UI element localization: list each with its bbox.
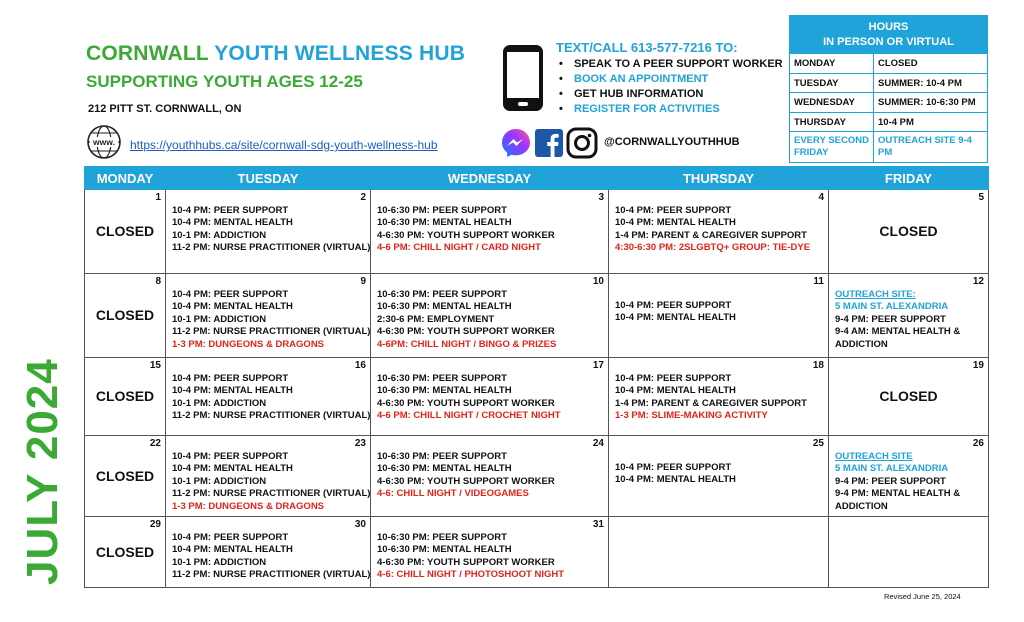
day-number: 17 bbox=[592, 360, 604, 371]
hours-time: OUTREACH SITE 9-4 PM bbox=[878, 135, 972, 158]
day-number: 26 bbox=[972, 438, 984, 449]
day-number: 30 bbox=[354, 519, 366, 530]
calendar-week-row bbox=[85, 274, 989, 358]
event-item: 10-4 PM: PEER SUPPORT bbox=[172, 205, 289, 216]
calendar-day-cell bbox=[166, 190, 371, 274]
calendar-day-cell bbox=[166, 358, 371, 436]
day-number: 5 bbox=[978, 192, 984, 203]
contact-item-hub-info: • GET HUB INFORMATION bbox=[556, 87, 783, 102]
event-item: 10-4 PM: PEER SUPPORT bbox=[615, 205, 732, 216]
event-item: 10-6:30 PM: PEER SUPPORT bbox=[377, 532, 507, 543]
day-header: WEDNESDAY bbox=[371, 167, 609, 190]
hub-title bbox=[86, 42, 465, 66]
calendar-day-cell bbox=[166, 517, 371, 588]
day-number: 23 bbox=[354, 438, 366, 449]
event-list bbox=[166, 190, 370, 255]
contact-item-peer-support: • SPEAK TO A PEER SUPPORT WORKER bbox=[556, 57, 783, 72]
closed-label: CLOSED bbox=[879, 388, 938, 404]
day-number: 8 bbox=[155, 276, 161, 287]
day-number: 11 bbox=[813, 276, 824, 287]
event-item: 10-4 PM: MENTAL HEALTH bbox=[172, 385, 293, 397]
event-item: 4-6:30 PM: YOUTH SUPPORT WORKER bbox=[377, 326, 555, 338]
calendar-header-row bbox=[85, 167, 989, 190]
day-number: 9 bbox=[360, 276, 366, 287]
event-item: 10-4 PM: MENTAL HEALTH bbox=[615, 217, 736, 229]
event-item: 1-3 PM: DUNGEONS & DRAGONS bbox=[172, 500, 325, 512]
event-list bbox=[829, 274, 988, 351]
globe-www-icon bbox=[86, 124, 122, 160]
event-item: 10-4 PM: MENTAL HEALTH bbox=[172, 217, 293, 229]
calendar-day-cell bbox=[829, 358, 989, 436]
contact-heading: TEXT/CALL 613-577-7216 TO: bbox=[556, 40, 738, 55]
event-item: 10-4 PM: MENTAL HEALTH bbox=[172, 301, 293, 313]
event-item: ADDICTION bbox=[835, 500, 888, 512]
event-item: 5 MAIN ST. ALEXANDRIA bbox=[835, 301, 949, 313]
event-item: 9-4 PM: PEER SUPPORT bbox=[835, 475, 946, 487]
event-item: 1-3 PM: SLIME-MAKING ACTIVITY bbox=[615, 410, 768, 422]
calendar-day-cell bbox=[609, 190, 829, 274]
calendar-week-row bbox=[85, 358, 989, 436]
event-item: 4:30-6:30 PM: 2SLGBTQ+ GROUP: TIE-DYE bbox=[615, 242, 811, 254]
day-number: 22 bbox=[149, 438, 161, 449]
hub-address: 212 PITT ST. CORNWALL, ON bbox=[88, 103, 242, 115]
hours-day: TUESDAY bbox=[790, 74, 874, 93]
event-item: 10-4 PM: MENTAL HEALTH bbox=[172, 544, 293, 556]
event-item: 10-6:30 PM: PEER SUPPORT bbox=[377, 451, 507, 462]
event-item: 11-2 PM: NURSE PRACTITIONER (VIRTUAL) bbox=[172, 326, 371, 338]
phone-icon bbox=[502, 44, 544, 112]
closed-label: CLOSED bbox=[95, 307, 155, 323]
calendar-week-row bbox=[85, 517, 989, 588]
event-item: 2:30-6 PM: EMPLOYMENT bbox=[377, 313, 495, 325]
day-number: 15 bbox=[149, 360, 161, 371]
event-item: 5 MAIN ST. ALEXANDRIA bbox=[835, 463, 949, 475]
calendar-day-cell bbox=[371, 190, 609, 274]
hours-day: THURSDAY bbox=[790, 113, 874, 132]
day-number: 29 bbox=[149, 519, 161, 530]
event-item: 4-6PM: CHILL NIGHT / BINGO & PRIZES bbox=[377, 338, 557, 350]
event-item: OUTREACH SITE: bbox=[835, 289, 916, 300]
event-list bbox=[371, 274, 608, 351]
month-label: JULY 2024 bbox=[18, 358, 67, 585]
day-number: 12 bbox=[972, 276, 984, 287]
calendar-day-cell bbox=[371, 358, 609, 436]
instagram-icon[interactable] bbox=[566, 127, 598, 159]
contact-list bbox=[556, 57, 783, 117]
event-list bbox=[166, 358, 370, 423]
hours-heading bbox=[790, 16, 987, 53]
event-item: 4-6:30 PM: YOUTH SUPPORT WORKER bbox=[377, 397, 555, 409]
hours-row bbox=[790, 131, 987, 162]
event-item: 10-4 PM: PEER SUPPORT bbox=[172, 373, 289, 384]
hours-title: HOURS bbox=[868, 21, 909, 33]
event-item: 10-1 PM: ADDICTION bbox=[172, 556, 267, 568]
event-item: 10-6:30 PM: PEER SUPPORT bbox=[377, 289, 507, 300]
event-item: 10-4 PM: MENTAL HEALTH bbox=[615, 385, 736, 397]
day-number: 24 bbox=[592, 438, 604, 449]
calendar-day-cell bbox=[166, 274, 371, 358]
day-number: 25 bbox=[812, 438, 824, 449]
day-number: 31 bbox=[592, 519, 604, 530]
event-item: 10-1 PM: ADDICTION bbox=[172, 397, 267, 409]
calendar-day-cell bbox=[829, 517, 989, 588]
event-item: 1-4 PM: PARENT & CAREGIVER SUPPORT bbox=[615, 229, 807, 241]
calendar-day-cell bbox=[829, 190, 989, 274]
event-item: 10-6:30 PM: MENTAL HEALTH bbox=[377, 544, 512, 556]
day-header: THURSDAY bbox=[609, 167, 829, 190]
event-list bbox=[609, 190, 828, 255]
event-item: 4-6 PM: CHILL NIGHT / CARD NIGHT bbox=[377, 242, 541, 254]
event-item: 10-4 PM: MENTAL HEALTH bbox=[615, 312, 736, 324]
calendar-day-cell bbox=[371, 274, 609, 358]
closed-label: CLOSED bbox=[879, 223, 938, 239]
calendar-day-cell bbox=[609, 358, 829, 436]
event-item: 9-4 PM: MENTAL HEALTH & bbox=[835, 488, 961, 500]
hours-table bbox=[789, 15, 988, 163]
calendar-week-row bbox=[85, 436, 989, 517]
day-number: 3 bbox=[598, 192, 604, 203]
calendar-day-cell bbox=[85, 358, 166, 436]
calendar-day-cell bbox=[609, 274, 829, 358]
event-item: 10-6:30 PM: PEER SUPPORT bbox=[377, 373, 507, 384]
messenger-icon[interactable] bbox=[500, 127, 532, 159]
hours-time: SUMMER: 10-4 PM bbox=[878, 77, 962, 89]
hours-day: WEDNESDAY bbox=[790, 93, 874, 112]
event-item: OUTREACH SITE bbox=[835, 451, 913, 462]
event-list bbox=[371, 190, 608, 255]
calendar-day-cell bbox=[829, 436, 989, 517]
event-item: 10-6:30 PM: MENTAL HEALTH bbox=[377, 301, 512, 313]
event-list bbox=[609, 358, 828, 423]
event-item: 10-4 PM: PEER SUPPORT bbox=[615, 300, 732, 311]
calendar-week-row bbox=[85, 190, 989, 274]
day-number: 18 bbox=[812, 360, 824, 371]
event-list bbox=[609, 436, 828, 487]
contact-item-book-appointment: • BOOK AN APPOINTMENT bbox=[556, 72, 783, 87]
www-label: www. bbox=[93, 137, 115, 147]
event-item: 10-6:30 PM: MENTAL HEALTH bbox=[377, 217, 512, 229]
closed-label: CLOSED bbox=[95, 388, 155, 404]
event-list bbox=[371, 358, 608, 423]
revised-date: Revised June 25, 2024 bbox=[884, 592, 961, 601]
event-item: 9-4 PM: PEER SUPPORT bbox=[835, 313, 946, 325]
event-list bbox=[166, 517, 370, 582]
hours-day: MONDAY bbox=[790, 54, 874, 73]
hours-row bbox=[790, 92, 987, 112]
calendar-day-cell bbox=[85, 517, 166, 588]
day-number: 2 bbox=[360, 192, 366, 203]
hours-time: CLOSED bbox=[878, 58, 918, 69]
hours-time: SUMMER: 10-6:30 PM bbox=[878, 97, 976, 108]
event-item: 10-4 PM: PEER SUPPORT bbox=[172, 451, 289, 462]
event-item: 11-2 PM: NURSE PRACTITIONER (VIRTUAL) bbox=[172, 488, 371, 500]
event-item: 10-4 PM: MENTAL HEALTH bbox=[172, 463, 293, 475]
event-item: 1-4 PM: PARENT & CAREGIVER SUPPORT bbox=[615, 397, 807, 409]
calendar-day-cell bbox=[85, 274, 166, 358]
event-list bbox=[829, 436, 988, 513]
event-item: 4-6:30 PM: YOUTH SUPPORT WORKER bbox=[377, 556, 555, 568]
calendar-day-cell bbox=[829, 274, 989, 358]
calendar-day-cell bbox=[85, 436, 166, 517]
hours-day: EVERY SECOND FRIDAY bbox=[790, 132, 874, 162]
event-item: 10-1 PM: ADDICTION bbox=[172, 313, 267, 325]
hours-subtitle: IN PERSON OR VIRTUAL bbox=[823, 36, 954, 48]
calendar-day-cell bbox=[371, 517, 609, 588]
day-number: 1 bbox=[155, 192, 161, 203]
event-item: 4-6: CHILL NIGHT / VIDEOGAMES bbox=[377, 488, 529, 500]
event-item: 4-6:30 PM: YOUTH SUPPORT WORKER bbox=[377, 475, 555, 487]
title-city: CORNWALL bbox=[86, 42, 209, 65]
closed-label: CLOSED bbox=[95, 223, 155, 239]
event-list bbox=[166, 436, 370, 513]
social-handle: @CORNWALLYOUTHHUB bbox=[604, 136, 740, 148]
event-list bbox=[166, 274, 370, 351]
hours-row bbox=[790, 73, 987, 93]
day-header: FRIDAY bbox=[829, 167, 989, 190]
title-hub-name: YOUTH WELLNESS HUB bbox=[214, 42, 466, 65]
event-item: 11-2 PM: NURSE PRACTITIONER (VIRTUAL) bbox=[172, 410, 371, 422]
event-item: 10-4 PM: PEER SUPPORT bbox=[172, 532, 289, 543]
hours-time: 10-4 PM bbox=[878, 116, 914, 128]
event-item: 10-1 PM: ADDICTION bbox=[172, 229, 267, 241]
day-number: 10 bbox=[592, 276, 604, 287]
event-item: 11-2 PM: NURSE PRACTITIONER (VIRTUAL) bbox=[172, 242, 371, 254]
event-item: 9-4 AM: MENTAL HEALTH & bbox=[835, 326, 961, 338]
calendar-day-cell bbox=[609, 517, 829, 588]
event-item: 4-6 PM: CHILL NIGHT / CROCHET NIGHT bbox=[377, 410, 561, 422]
event-item: 1-3 PM: DUNGEONS & DRAGONS bbox=[172, 338, 325, 350]
event-list bbox=[371, 517, 608, 582]
facebook-icon[interactable] bbox=[534, 128, 564, 158]
day-number: 19 bbox=[972, 360, 984, 371]
event-item: 4-6: CHILL NIGHT / PHOTOSHOOT NIGHT bbox=[377, 569, 565, 581]
event-item: 10-4 PM: PEER SUPPORT bbox=[615, 373, 732, 384]
calendar-day-cell bbox=[85, 190, 166, 274]
event-item: 10-6:30 PM: MENTAL HEALTH bbox=[377, 385, 512, 397]
day-number: 4 bbox=[818, 192, 824, 203]
closed-label: CLOSED bbox=[95, 467, 155, 484]
day-number: 16 bbox=[354, 360, 366, 371]
social-icons bbox=[500, 126, 600, 160]
event-item: 10-4 PM: PEER SUPPORT bbox=[615, 462, 732, 473]
event-item: ADDICTION bbox=[835, 338, 888, 350]
event-list bbox=[609, 274, 828, 325]
event-item: 11-2 PM: NURSE PRACTITIONER (VIRTUAL) bbox=[172, 569, 371, 581]
event-item: 10-6:30 PM: MENTAL HEALTH bbox=[377, 463, 512, 475]
hours-row bbox=[790, 53, 987, 73]
calendar-day-cell bbox=[609, 436, 829, 517]
website-link[interactable]: https://youthhubs.ca/site/cornwall-sdg-youth-wellness-hub bbox=[130, 138, 438, 152]
event-item: 10-6:30 PM: PEER SUPPORT bbox=[377, 205, 507, 216]
event-list bbox=[371, 436, 608, 501]
calendar-day-cell bbox=[371, 436, 609, 517]
calendar-day-cell bbox=[166, 436, 371, 517]
event-item: 4-6:30 PM: YOUTH SUPPORT WORKER bbox=[377, 229, 555, 241]
day-header: TUESDAY bbox=[166, 167, 371, 190]
day-header: MONDAY bbox=[85, 167, 166, 190]
hub-subtitle: SUPPORTING YOUTH AGES 12-25 bbox=[86, 72, 363, 91]
hours-row bbox=[790, 112, 987, 132]
event-item: 10-1 PM: ADDICTION bbox=[172, 475, 267, 487]
event-item: 10-4 PM: PEER SUPPORT bbox=[172, 289, 289, 300]
event-item: 10-4 PM: MENTAL HEALTH bbox=[615, 474, 736, 486]
closed-label: CLOSED bbox=[95, 543, 155, 560]
calendar-grid bbox=[84, 166, 989, 588]
contact-item-register: • REGISTER FOR ACTIVITIES bbox=[556, 102, 783, 117]
